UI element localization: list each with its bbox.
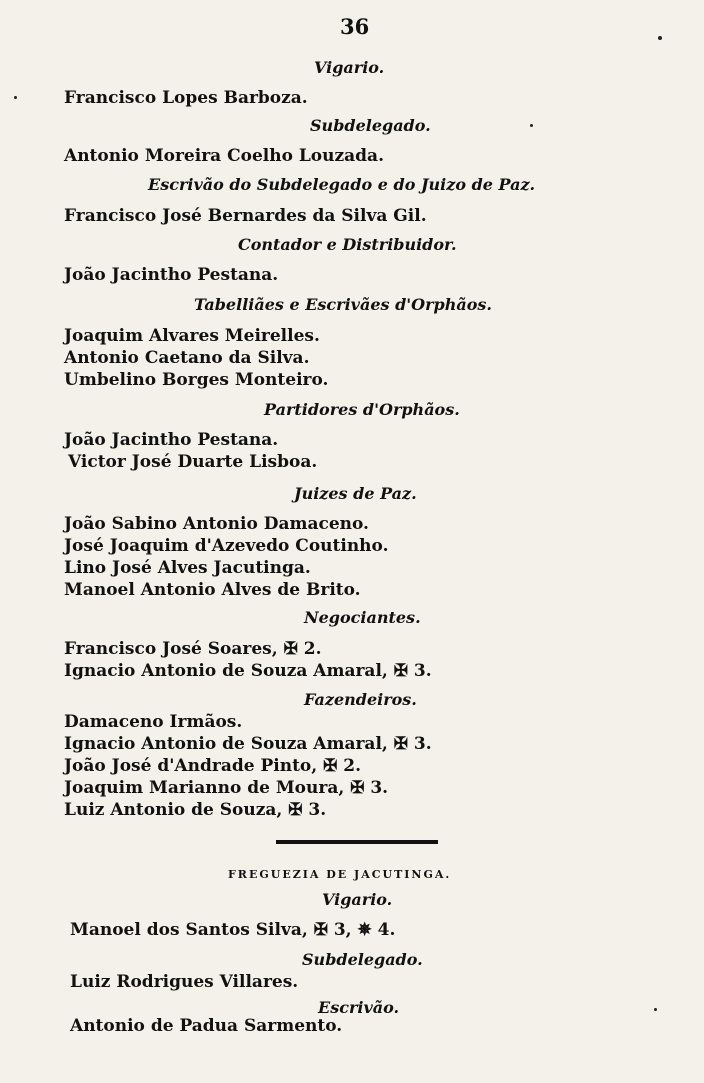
name-line: Francisco Lopes Barboza. bbox=[64, 88, 308, 108]
name-line: Ignacio Antonio de Souza Amaral, ✠ 3. bbox=[64, 661, 432, 681]
heading-contador: Contador e Distribuidor. bbox=[238, 235, 457, 254]
heading-juizes: Juizes de Paz. bbox=[294, 484, 417, 503]
heading-partidores: Partidores d'Orphãos. bbox=[264, 400, 460, 419]
name-line: Damaceno Irmãos. bbox=[64, 712, 243, 732]
heading-vigario: Vigario. bbox=[314, 58, 385, 77]
name-line: Luiz Rodrigues Villares. bbox=[70, 972, 299, 992]
name-line: Joaquim Alvares Meirelles. bbox=[64, 326, 320, 346]
name-line: Manoel dos Santos Silva, ✠ 3, ✵ 4. bbox=[70, 920, 396, 940]
name-line: Francisco José Bernardes da Silva Gil. bbox=[64, 206, 427, 226]
ink-speck bbox=[658, 36, 662, 40]
ink-speck bbox=[530, 124, 533, 127]
heading-escrivao: Escrivão do Subdelegado e do Juizo de Paz. bbox=[148, 175, 536, 194]
name-line: Francisco José Soares, ✠ 2. bbox=[64, 639, 322, 659]
heading-subdelegado: Subdelegado. bbox=[310, 116, 431, 135]
heading-vigario-2: Vigario. bbox=[322, 890, 393, 909]
name-line: Joaquim Marianno de Moura, ✠ 3. bbox=[64, 778, 389, 798]
heading-tabelliaes: Tabelliães e Escrivães d'Orphãos. bbox=[194, 295, 492, 314]
section-title: FREGUEZIA DE JACUTINGA. bbox=[228, 868, 452, 881]
name-line: Victor José Duarte Lisboa. bbox=[68, 452, 318, 472]
name-line: Antonio de Padua Sarmento. bbox=[70, 1016, 343, 1036]
name-line: Lino José Alves Jacutinga. bbox=[64, 558, 311, 578]
ink-speck bbox=[14, 96, 17, 99]
ink-speck bbox=[654, 1008, 657, 1011]
name-line: João Jacintho Pestana. bbox=[64, 265, 279, 285]
page-number: 36 bbox=[340, 14, 370, 39]
heading-negociantes: Negociantes. bbox=[304, 608, 421, 627]
heading-fazendeiros: Fazendeiros. bbox=[304, 690, 417, 709]
name-line: Ignacio Antonio de Souza Amaral, ✠ 3. bbox=[64, 734, 432, 754]
section-rule bbox=[276, 840, 438, 844]
name-line: Manoel Antonio Alves de Brito. bbox=[64, 580, 361, 600]
name-line: Antonio Moreira Coelho Louzada. bbox=[64, 146, 384, 166]
name-line: José Joaquim d'Azevedo Coutinho. bbox=[64, 536, 389, 556]
name-line: Antonio Caetano da Silva. bbox=[64, 348, 310, 368]
name-line: João Sabino Antonio Damaceno. bbox=[64, 514, 369, 534]
name-line: João José d'Andrade Pinto, ✠ 2. bbox=[64, 756, 362, 776]
name-line: Umbelino Borges Monteiro. bbox=[64, 370, 329, 390]
heading-subdelegado-2: Subdelegado. bbox=[302, 950, 423, 969]
name-line: Luiz Antonio de Souza, ✠ 3. bbox=[64, 800, 327, 820]
name-line: João Jacintho Pestana. bbox=[64, 430, 279, 450]
heading-escrivao-2: Escrivão. bbox=[318, 998, 400, 1017]
